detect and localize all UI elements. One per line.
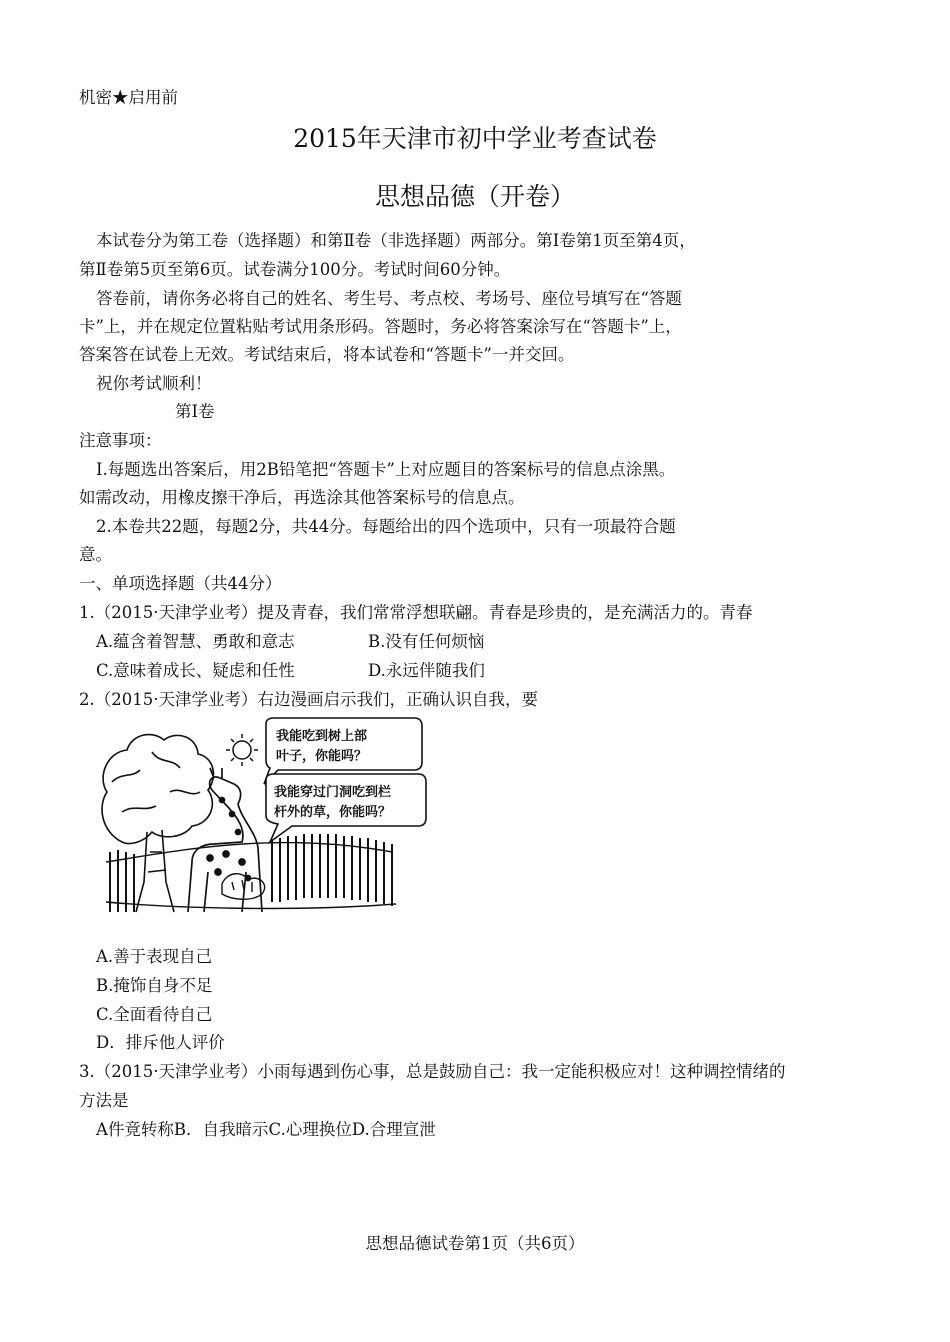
question-2-option-b: B.掩饰自身不足 [96, 976, 213, 995]
bubble-2-line-1: 我能穿过门洞吃到栏 [274, 785, 392, 800]
question-1-option-d: D.永远伴随我们 [368, 661, 485, 680]
question-3-stem-line-1: 3.（2015·天津学业考）小雨每遇到伤心事，总是鼓励自己：我一定能积极应对！这种调控情绪的 [79, 1062, 786, 1081]
bubble-2-line-2: 杆外的草，你能吗？ [274, 805, 392, 820]
question-2-option-a: A.善于表现自己 [96, 947, 213, 966]
intro-paragraph-2-line-2: 卡”上，并在规定位置粘贴考试用条形码。答题时，务必将答案涂写在“答题卡”上， [79, 317, 682, 336]
giraffe-illustration [188, 768, 262, 912]
exam-title: 2015年天津市初中学业考查试卷 [293, 124, 657, 153]
sun-icon [226, 734, 258, 766]
bubble-1-line-2: 叶子，你能吗？ [276, 749, 368, 764]
volume-heading: 第Ⅰ卷 [175, 402, 215, 421]
question-1-stem: 1.（2015·天津学业考）提及青春，我们常常浮想联翩。青春是珍贵的，是充满活力的。青春 [79, 603, 753, 622]
exam-subtitle: 思想品德（开卷） [374, 182, 575, 211]
good-luck-text: 祝你考试顺利！ [96, 374, 212, 393]
notes-title: 注意事项： [79, 431, 162, 450]
question-1-option-a: A.蕴含着智慧、勇敢和意志 [96, 632, 295, 651]
note-2-line-2: 意。 [79, 545, 112, 564]
note-2-line-1: 2.本卷共22题，每题2分，共44分。每题给出的四个选项中，只有一项最符合题 [96, 517, 676, 536]
question-3-stem-line-2: 方法是 [79, 1091, 129, 1110]
section-heading: 一、单项选择题（共44分） [79, 574, 282, 593]
bubble-1-line-1: 我能吃到树上部 [276, 729, 368, 744]
page-footer: 思想品德试卷第1页（共6页） [365, 1234, 585, 1253]
question-3-options: A件竟转称B．自我暗示C.心理换位D.合理宣泄 [96, 1120, 436, 1139]
note-1-line-1: Ⅰ.每题选出答案后，用2B铅笔把“答题卡”上对应题目的答案标号的信息点涂黑。 [96, 460, 676, 479]
intro-paragraph-2-line-3: 答案答在试卷上无效。考试结束后，将本试卷和“答题卡”一并交回。 [79, 345, 575, 364]
intro-paragraph-1-line-1: 本试卷分为第工卷（选择题）和第Ⅱ卷（非选择题）两部分。第Ⅰ卷第1页至第4页， [96, 231, 696, 250]
fence-illustration [106, 834, 396, 912]
giraffe-cartoon [92, 712, 432, 918]
intro-paragraph-2-line-1: 答卷前，请你务必将自己的姓名、考生号、考点校、考场号、座位号填写在“答题 [96, 289, 682, 308]
intro-paragraph-1-line-2: 第Ⅱ卷第5页至第6页。试卷满分100分。考试时间60分钟。 [79, 260, 511, 279]
question-1-option-b: B.没有任何烦恼 [368, 632, 485, 651]
question-2-stem: 2.（2015·天津学业考）右边漫画启示我们，正确认识自我，要 [79, 690, 538, 709]
note-1-line-2: 如需改动，用橡皮擦干净后，再选涂其他答案标号的信息点。 [79, 488, 525, 507]
question-1-option-c: C.意味着成长、疑虑和任性 [96, 661, 295, 680]
secret-label: 机密★启用前 [79, 88, 178, 107]
question-2-option-d: D．排斥他人评价 [96, 1033, 225, 1052]
question-2-option-c: C.全面看待自己 [96, 1005, 213, 1024]
